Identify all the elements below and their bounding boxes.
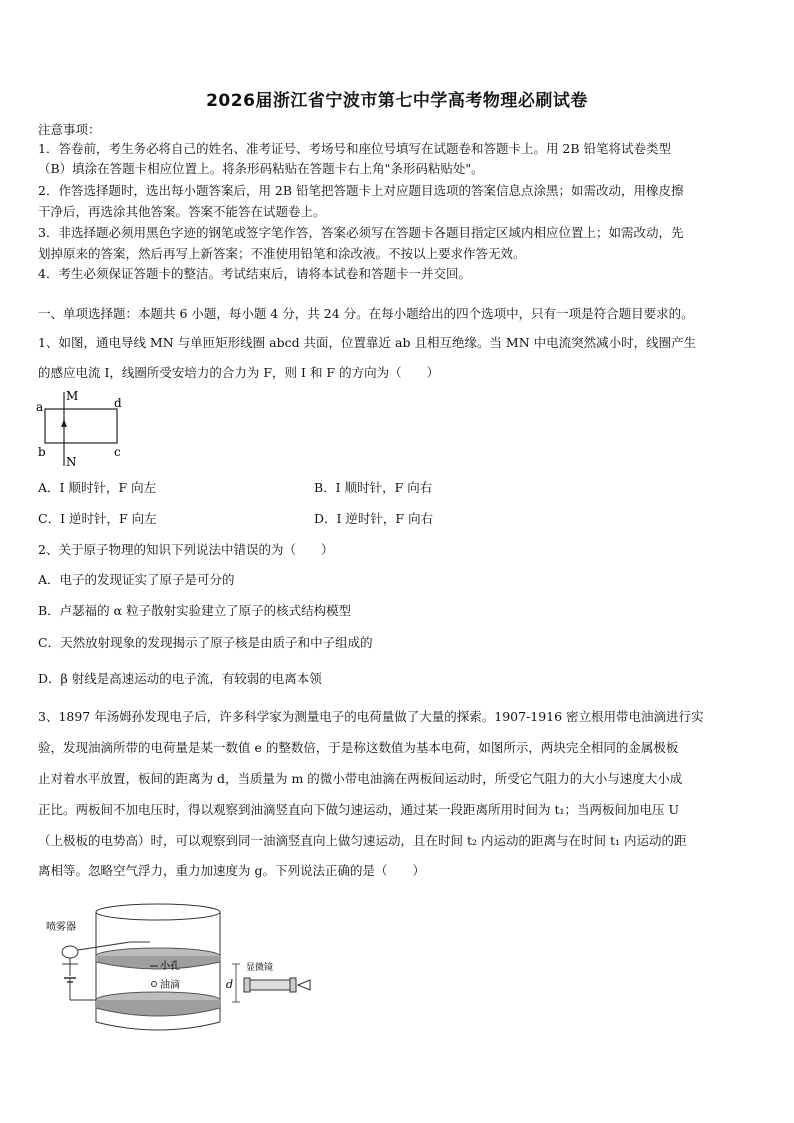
notice-line-6: 划掉原来的答案，然后再写上新答案；不准使用铅笔和涂改液。不按以上要求作答无效。	[38, 246, 526, 261]
plate-distance-label: d	[226, 978, 234, 991]
q1-label-a: a	[36, 400, 44, 414]
q1-option-c: C．I 逆时针，F 向左	[38, 511, 157, 526]
section-heading: 一、单项选择题：本题共 6 小题，每小题 4 分，共 24 分。在每小题给出的四个选项中，只有一项是符合题目要求的。	[38, 306, 694, 321]
atomizer-label: 喷雾器	[46, 922, 76, 933]
q3-stem-line-6: 离相等。忽略空气浮力，重力加速度为 g。下列说法正确的是（ ）	[38, 863, 425, 878]
q1-label-M: M	[66, 389, 79, 403]
q3-stem-line-5: （上极板的电势高）时，可以观察到同一油滴竖直向上做匀速运动，且在时间 t₂ 内运动的距离与在时间 t₁ 内运动的距	[38, 833, 687, 848]
q3-stem-line-1: 3、1897 年汤姆孙发现电子后，许多科学家为测量电子的电荷量做了大量的探索。1907-1916 密立根用带电油滴进行实	[38, 709, 704, 724]
q1-wire-loop-figure	[34, 386, 134, 472]
notice-line-5: 3．非选择题必须用黑色字迹的钢笔或签字笔作答，答案必须写在答题卡各题目指定区域内相应位置上；如需改动，先	[38, 225, 684, 240]
q1-option-a: A．I 顺时针，F 向左	[38, 480, 157, 495]
notice-line-7: 4．考生必须保证答题卡的整洁。考试结束后，请将本试卷和答题卡一并交回。	[38, 266, 471, 281]
notice-line-3: 2．作答选择题时，选出每小题答案后，用 2B 铅笔把答题卡上对应题目选项的答案信息点涂黑；如需改动，用橡皮擦	[38, 183, 684, 198]
q2-option-b: B．卢瑟福的 α 粒子散射实验建立了原子的核式结构模型	[38, 603, 352, 618]
q2-option-a: A．电子的发现证实了原子是可分的	[38, 572, 235, 587]
oil-drop-label: 油滴	[160, 980, 180, 991]
q3-stem-line-3: 止对着水平放置，板间的距离为 d，当质量为 m 的微小带电油滴在两板间运动时，所受它气阻力的大小与速度大小成	[38, 771, 683, 786]
q1-label-d: d	[114, 396, 122, 410]
notice-line-1: 1．答卷前，考生务必将自己的姓名、准考证号、考场号和座位号填写在试题卷和答题卡上。用 2B 铅笔将试卷类型	[38, 141, 672, 156]
notice-line-2: （B）填涂在答题卡相应位置上。将条形码粘贴在答题卡右上角"条形码粘贴处"。	[38, 161, 484, 176]
q1-stem-line-2: 的感应电流 I，线圈所受安培力的合力为 F，则 I 和 F 的方向为（ ）	[38, 365, 440, 380]
q2-option-d: D．β 射线是高速运动的电子流，有较弱的电离本领	[38, 671, 322, 686]
q1-option-d: D．I 逆时针，F 向右	[314, 511, 434, 526]
q1-option-b: B．I 顺时针，F 向右	[314, 480, 433, 495]
q2-option-c: C．天然放射现象的发现揭示了原子核是由质子和中子组成的	[38, 635, 373, 650]
notice-heading: 注意事项：	[38, 122, 101, 137]
q2-stem: 2、关于原子物理的知识下列说法中错误的为（ ）	[38, 542, 334, 557]
q1-label-N: N	[66, 455, 77, 469]
q1-label-b: b	[38, 445, 46, 459]
hole-label: 小孔	[160, 961, 180, 972]
page-title: 2026届浙江省宁波市第七中学高考物理必刷试卷	[206, 91, 588, 111]
q1-label-c: c	[114, 445, 121, 459]
q3-stem-line-2: 验，发现油滴所带的电荷量是某一数值 e 的整数倍，于是称这数值为基本电荷，如图所示，两块完全相同的金属极板	[38, 740, 679, 755]
q3-stem-line-4: 正比。两板间不加电压时，得以观察到油滴竖直向下做匀速运动，通过某一段距离所用时间为 t₁；当两板间加电压 U	[38, 802, 680, 817]
microscope-label: 显微镜	[246, 963, 274, 973]
q1-stem-line-1: 1、如图，通电导线 MN 与单匝矩形线圈 abcd 共面，位置靠近 ab 且相互绝缘。当 MN 中电流突然减小时，线圈产生	[38, 335, 697, 350]
q3-oil-drop-apparatus-figure	[40, 896, 330, 1046]
notice-line-4: 干净后，再选涂其他答案。答案不能答在试题卷上。	[38, 204, 326, 219]
